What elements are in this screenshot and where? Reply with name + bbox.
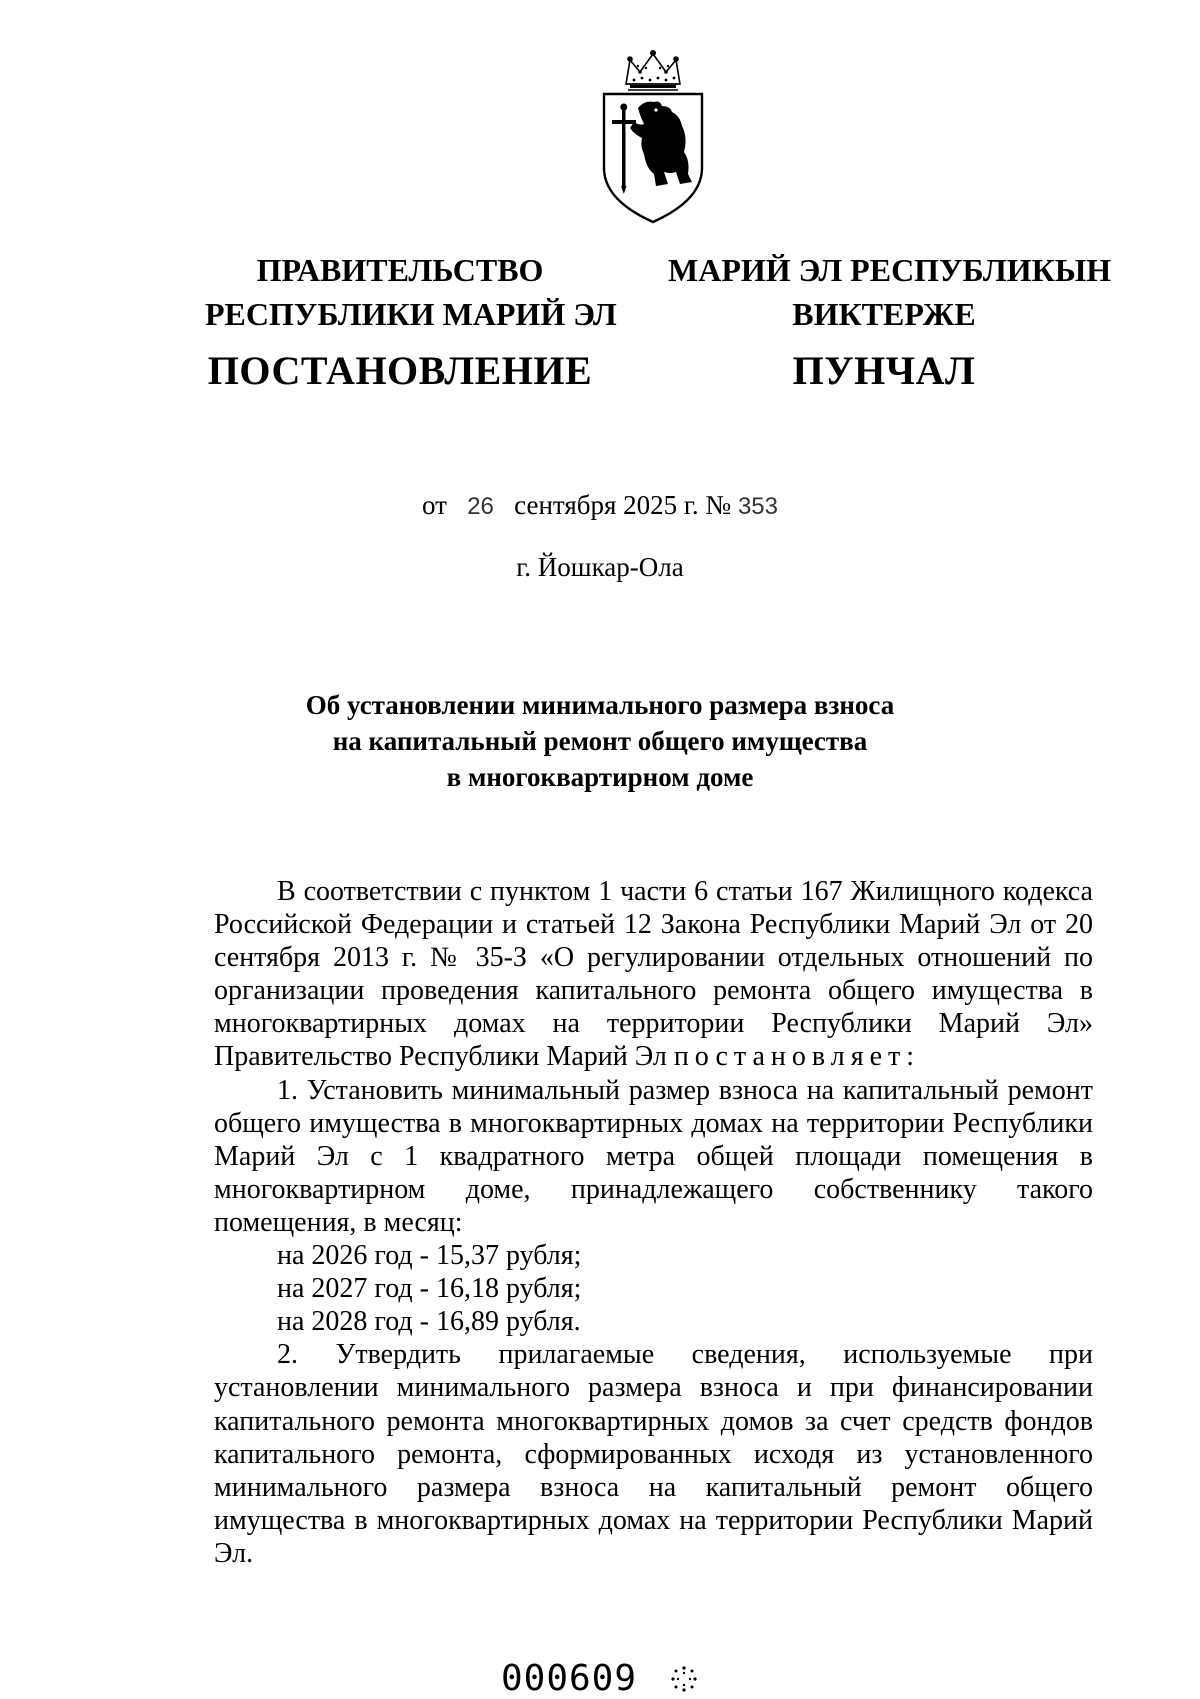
serial-number: 000609 bbox=[500, 1658, 638, 1699]
footer-serial bbox=[0, 1658, 1200, 1699]
rate-2026: на 2026 год - 15,37 рубля; bbox=[277, 1240, 582, 1272]
date-prefix: от bbox=[421, 490, 447, 520]
date-month-year: сентября 2025 г. № bbox=[514, 490, 732, 520]
rate-2028: на 2028 год - 16,89 рубля. bbox=[277, 1306, 581, 1338]
date-line bbox=[0, 490, 1200, 521]
header-right-line1: МАРИЙ ЭЛ РЕСПУБЛИКЫН bbox=[668, 252, 1112, 288]
item-2-paragraph: 2. Утвердить прилагаемые сведения, используемые при установлении минимального размера взноса и при финансировании капитального ремонта многоквартирных домов за счет средств фондов капитального ремонта, сформированных исходя из установленного минимального размера взноса на капитальный ремонт общего имущества в многоквартирных домах на территории Республики Марий Эл. bbox=[214, 1339, 1093, 1569]
preamble-text: В соответствии с пунктом 1 части 6 статьи 167 Жилищного кодекса Российской Федерации и статьей 12 Закона Республики Марий Эл от 20 сентября 2013 г. № 35-З «О регулировании отдельных отношений по организации проведения капитального ремонта общего имущества в многоквартирных домах на территории Республики Марий Эл» Правительство Республики Марий Эл bbox=[214, 876, 1093, 1073]
document-body bbox=[214, 875, 1093, 1570]
header-right-title: ПУНЧАЛ bbox=[792, 348, 976, 393]
coat-of-arms-icon bbox=[598, 50, 708, 225]
header-left-title: ПОСТАНОВЛЕНИЕ bbox=[207, 348, 593, 393]
document-subject bbox=[300, 687, 900, 795]
item-1-paragraph: 1. Установить минимальный размер взноса на капитальный ремонт общего имущества в многоквартирных домах на территории Республики Марий Эл с 1 квадратного метра общей площади помещения в многоквартирном доме, принадлежащего собственнику такого помещения, в месяц: bbox=[214, 1074, 1093, 1238]
header-right-line2: ВИКТЕРЖЕ bbox=[792, 296, 976, 332]
subject-line3: в многоквартирном доме bbox=[446, 762, 754, 792]
date-day: 26 bbox=[467, 493, 494, 520]
decree-word: постановляет: bbox=[673, 1041, 921, 1073]
subject-line1: Об установлении минимального размера взноса bbox=[305, 690, 895, 720]
header-right bbox=[668, 248, 1112, 396]
preamble-paragraph bbox=[214, 875, 1093, 1074]
rate-2027: на 2027 год - 16,18 рубля; bbox=[277, 1273, 582, 1305]
subject-line2: на капитальный ремонт общего имущества bbox=[332, 726, 868, 756]
header-left bbox=[205, 248, 617, 396]
city-line: г. Йошкар-Ола bbox=[516, 552, 684, 582]
document-number: 353 bbox=[737, 493, 778, 520]
header-left-line1: ПРАВИТЕЛЬСТВО bbox=[256, 252, 544, 288]
dotted-star-mark-icon bbox=[669, 1664, 699, 1694]
header-left-line2: РЕСПУБЛИКИ МАРИЙ ЭЛ bbox=[205, 296, 617, 332]
